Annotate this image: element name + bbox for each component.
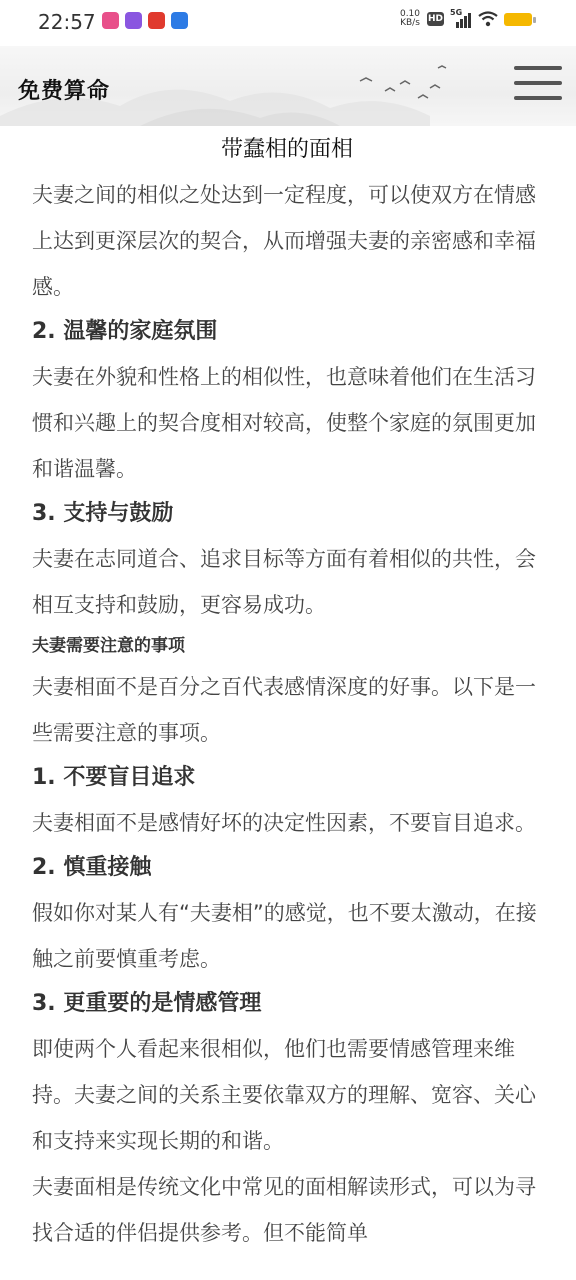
battery-icon xyxy=(504,13,532,26)
network-speed-value: 0.10 xyxy=(399,9,421,19)
site-header xyxy=(0,46,576,126)
wifi-icon xyxy=(478,11,498,27)
paragraph: 夫妻在外貌和性格上的相似性，也意味着他们在生活习惯和兴趣上的契合度相对较高，使整个家庭的氛围更加和谐温馨。 xyxy=(32,365,536,481)
status-bar xyxy=(0,0,576,46)
cellular-signal-icon xyxy=(450,10,472,28)
menu-bar xyxy=(514,96,562,100)
paragraph: 夫妻在志同道合、追求目标等方面有着相似的共性，会相互支持和鼓励，更容易成功。 xyxy=(32,547,536,617)
subheading: 3. 更重要的是情感管理 xyxy=(32,991,262,1016)
menu-button[interactable] xyxy=(514,66,562,100)
app-notification-icon xyxy=(148,12,165,29)
network-speed xyxy=(399,10,421,28)
subheading: 2. 慎重接触 xyxy=(32,855,152,880)
clock: 22:57 xyxy=(38,10,96,34)
article-title: 带蠢相的面相 xyxy=(220,137,353,162)
notification-icons xyxy=(102,12,188,29)
status-indicators xyxy=(399,10,532,28)
menu-bar xyxy=(514,81,562,85)
subheading: 3. 支持与鼓励 xyxy=(32,501,174,526)
menu-bar xyxy=(514,66,562,70)
paragraph: 夫妻之间的相似之处达到一定程度，可以使双方在情感上达到更深层次的契合，从而增强夫妻的亲密感和幸福感。 xyxy=(32,183,536,299)
site-logo[interactable]: 免费算命 xyxy=(18,78,111,104)
network-type: 5G xyxy=(450,8,463,17)
paragraph: 假如你对某人有“夫妻相”的感觉，也不要太激动，在接触之前要慎重考虑。 xyxy=(32,901,537,971)
subheading: 1. 不要盲目追求 xyxy=(32,765,196,790)
app-notification-icon xyxy=(102,12,119,29)
hd-icon: HD xyxy=(427,14,443,24)
paragraph: 即使两个人看起来很相似，他们也需要情感管理来维持。夫妻之间的关系主要依靠双方的理解、宽容、关心和支持来实现长期的和谐。 xyxy=(32,1037,536,1153)
app-notification-icon xyxy=(125,12,142,29)
network-speed-unit: KB/s xyxy=(400,18,420,28)
section-heading: 夫妻需要注意的事项 xyxy=(32,636,185,656)
subheading: 2. 温馨的家庭氛围 xyxy=(32,319,218,344)
article-content xyxy=(32,126,542,1256)
paragraph: 夫妻相面不是百分之百代表感情深度的好事。以下是一些需要注意的事项。 xyxy=(32,675,536,745)
paragraph: 夫妻相面不是感情好坏的决定性因素，不要盲目追求。 xyxy=(32,811,536,835)
paragraph: 夫妻面相是传统文化中常见的面相解读形式，可以为寻找合适的伴侣提供参考。但不能简单 xyxy=(32,1175,536,1245)
app-notification-icon xyxy=(171,12,188,29)
